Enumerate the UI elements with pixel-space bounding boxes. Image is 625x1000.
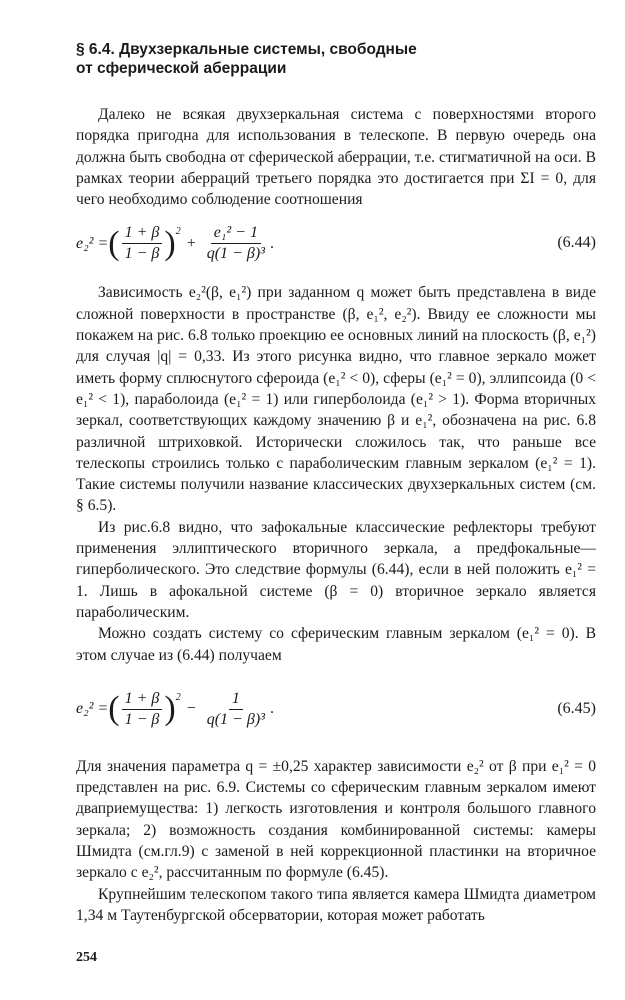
eq44-fraction-1 [122, 224, 163, 263]
equation-6-44-label: (6.44) [557, 234, 596, 252]
eq44-num1: 1 + β [122, 224, 163, 244]
paragraph-6: Крупнейшим телескопом такого типа является камера Шмидта диаметром 1,34 м Таутенбургской обсерватории, которая может работать [76, 885, 596, 924]
paragraph-1: Далеко не всякая двухзеркальная система с поверхностями второго порядка пригодна для использования в телескопе. В первую очередь она должна быть свободна от сферической аберрации, т.е. стигматичной на оси. В рамках теории аберраций третьего порядка это достигается при ΣI = 0, для чего необходимо соблюдение соотношения [76, 106, 596, 209]
eq45-period: . [269, 700, 274, 718]
paragraph-2: Зависимость e₂²(β, e₁²) при заданном q может быть представлена в виде сложной поверхности в пространстве (β, e₁², e₂²). Ввиду ее сложности мы покажем на рис. 6.8 только проекцию ее основных линий на плоскость (β, e₁²) для случая |q| = 0,33. Из этого рисунка видно, что главное зеркало может иметь форму сплюснутого сфероида (e₁² < 0), сферы (e₁² = 0), эллипсоида (0 < e₁² < 1), параболоида (e₁² = 1) или гиперболоида (e₁² > 1). Форма вторичных зеркал, соответствующих каждому значению β и e₁², обозначена на рис. 6.8 различной штриховкой. Исторически сложилось так, что раньше все телескопы строились только с параболическим главным зеркалом (e₁² = 1). Такие системы получили название классических двухзеркальных систем (см. § 6.5). [76, 284, 596, 515]
eq44-lhs: e₂² = [76, 234, 109, 252]
eq45-den2: q(1 − β)³ [206, 710, 265, 728]
paragraph-3: Из рис.6.8 видно, что зафокальные классические рефлекторы требуют применения эллиптического вторичного зеркала, а предфокальные—гиперболического. Это следствие формулы (6.44), если в ней положить e₁² = 1. Лишь в афокальной системе (β = 0) вторичное зеркало является параболическим. [76, 518, 596, 621]
eq44-den1: 1 − β [124, 245, 160, 263]
eq45-num1: 1 + β [122, 690, 163, 710]
eq45-num2: 1 [229, 690, 243, 710]
eq45-paren-open: ( [108, 690, 120, 728]
eq44-den2: q(1 − β)³ [206, 245, 265, 263]
eq45-operator: − [186, 700, 196, 718]
eq44-period: . [269, 234, 274, 252]
section-title [76, 40, 596, 78]
section-title-line1: § 6.4. Двухзеркальные системы, свободные [76, 41, 417, 58]
section-title-line2: от сферической аберрации [76, 60, 287, 77]
eq44-paren-close: ) [164, 224, 176, 262]
eq45-fraction-1 [122, 690, 163, 729]
eq44-power: 2 [175, 226, 181, 238]
paragraph-4: Можно создать систему со сферическим главным зеркалом (e₁² = 0). В этом случае из (6.44) получаем [76, 625, 596, 664]
paragraph-5: Для значения параметра q = ±0,25 характер зависимости e₂² от β при e₁² = 0 представлен на рис. 6.9. Системы со сферическим главным зеркалом имеют дваприемущества: 1) легкость изготовления и контроля большого главного зеркала; 2) возможность создания комбинированной системы: камеры Шмидта (см.гл.9) с заменой в ней коррекционной пластинки на вторичное зеркало с e₂², рассчитанным по формуле (6.45). [76, 757, 596, 882]
eq44-fraction-2 [204, 224, 268, 263]
eq44-num2: e₁² − 1 [211, 224, 261, 244]
equation-6-45-body [76, 690, 274, 729]
equation-6-45-label: (6.45) [557, 699, 596, 717]
equation-6-44 [76, 214, 596, 278]
eq45-fraction-2 [204, 690, 268, 729]
equation-6-44-body [76, 224, 274, 263]
eq45-power: 2 [175, 691, 181, 703]
eq45-den1: 1 − β [124, 710, 160, 728]
eq44-operator: + [186, 234, 196, 252]
eq45-paren-close: ) [164, 690, 176, 728]
eq44-paren-open: ( [108, 224, 120, 262]
equation-6-45 [76, 680, 596, 744]
page-number: 254 [76, 950, 97, 965]
page-body [76, 40, 596, 926]
eq45-lhs: e₂² = [76, 700, 109, 718]
